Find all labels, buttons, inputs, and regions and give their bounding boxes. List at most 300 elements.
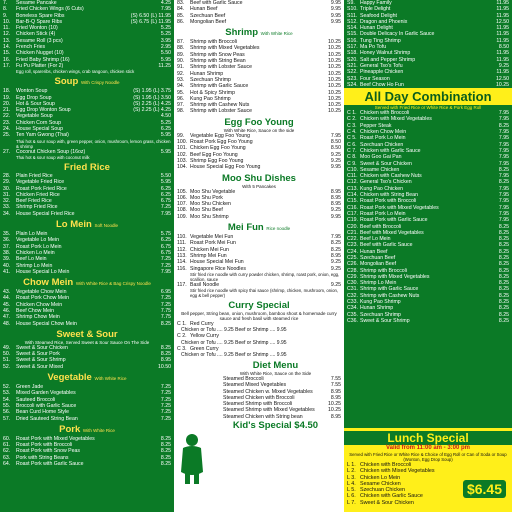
item-price: 5.25 (160, 119, 171, 126)
item-name: Chicken with Garlic Sauce (360, 493, 423, 500)
item-number: C 3. (347, 122, 357, 129)
item-number: 33. (3, 204, 11, 211)
item-number: C24. (347, 248, 358, 255)
item-price: 6.25 (160, 237, 171, 244)
item-name: Sweet & Sour Chicken (16, 344, 68, 351)
item-name: Dragon and Phoenix (360, 18, 408, 25)
item-number (210, 414, 223, 420)
section-title-fried-rice: Fried Rice (64, 161, 110, 173)
appetizer-list (0, 0, 174, 74)
menu-item (3, 461, 171, 467)
item-number: S22. (347, 69, 358, 76)
item-name: Fried Baby Shrimp (16) (16, 56, 70, 63)
item-number: C28. (347, 267, 358, 274)
item-name: Roast Pork with Garlic Sauce (16, 461, 84, 468)
item-number: S17. (347, 44, 358, 51)
item-number: 113. (177, 252, 187, 259)
item-number: C16. (347, 204, 358, 211)
item-price: 8.95 (330, 394, 341, 401)
item-number: L 4. (347, 480, 356, 487)
item-price: 8.25 (498, 254, 509, 261)
menu-item (177, 164, 341, 170)
item-name: Beef Lo Mein (360, 236, 391, 243)
item-name: Szechuan Shrimp (190, 76, 231, 83)
item-price: 10.25 (328, 89, 341, 96)
item-name: Tung Ting Shrimp (360, 37, 401, 44)
item-number: C30. (347, 280, 358, 287)
item-price: 10.25 (328, 76, 341, 83)
item-price: 8.25 (498, 317, 509, 324)
item-number: C 2. (347, 116, 357, 123)
item-price: 7.95 (498, 173, 509, 180)
item-name: Shrimp with String Bean (190, 58, 246, 65)
item-name: Chicken Mei Fun (190, 246, 229, 253)
item-name: Chicken Lo Mein (360, 474, 401, 481)
item-price: 8.25 (498, 286, 509, 293)
item-name: Hot & Sour Soup (16, 100, 55, 107)
item-price: 7.95 (498, 217, 509, 224)
item-name: Beef Chow Ho Fun (360, 81, 404, 88)
item-name: Chicken Chow Mein (16, 301, 63, 308)
item-price: 12.50 (496, 75, 509, 82)
item-name: Shrimp with Broccoli (360, 267, 407, 274)
item-price: 10.25 (328, 401, 341, 408)
item-number: 60. (3, 435, 11, 442)
item-number: C13. (347, 185, 358, 192)
item-number: 7. (3, 0, 8, 6)
item-number: S10. (347, 6, 358, 13)
item-number: 11. (3, 25, 10, 32)
item-price: 11.95 (496, 6, 509, 13)
item-number: C 9. (347, 160, 357, 167)
item-name: Mongolian Beef (360, 261, 397, 268)
item-price: 8.25 (160, 320, 171, 327)
item-number: 20. (3, 100, 11, 107)
item-number: L 6. (347, 493, 356, 500)
item-price: 7.95 (160, 6, 171, 13)
item-name: Chicken Lo Mein (16, 249, 55, 256)
item-price: 8.95 (330, 413, 341, 420)
item-name: Steamed Chicken with String bean (223, 413, 303, 420)
item-price: 11.25 (158, 62, 171, 69)
woman-silhouette-icon (177, 432, 207, 484)
item-number: 98. (177, 108, 185, 115)
item-number: 40. (3, 262, 11, 269)
item-number: C22. (347, 236, 358, 243)
item-price: 5.25 (160, 31, 171, 38)
item-price: 8.95 (330, 252, 341, 259)
item-name: Beef Lo Mein (16, 256, 47, 263)
item-price: 4.25 (160, 0, 171, 6)
moo-shu-section (174, 173, 344, 220)
item-number: C21. (347, 229, 358, 236)
item-price: 11.95 (496, 25, 509, 32)
item-number: 9. (3, 12, 8, 19)
item-name: House Special Chow Mein (16, 320, 77, 327)
menu-item (3, 211, 171, 217)
item-number: 56. (3, 409, 11, 416)
item-price: 10.25 (328, 108, 341, 115)
item-number: C29. (347, 273, 358, 280)
curry-price-options: Chicken or Tofu .... 9.25 Beef or Shrimp .... 9.95 (181, 351, 287, 358)
sweet-sour-section (0, 329, 174, 370)
item-number: 96. (177, 95, 185, 102)
item-number: 27. (3, 148, 11, 155)
item-number: 53. (3, 390, 11, 397)
item-price: 7.55 (330, 382, 341, 389)
item-name: Moo Shu Vegetable (190, 188, 236, 195)
item-number: C 3. (177, 345, 187, 352)
item-name: Steamed Mixed Vegetables (223, 382, 287, 389)
menu-item (3, 269, 171, 275)
item-name: Sauteed Broccoli (16, 396, 56, 403)
item-price: 6.75 (160, 198, 171, 205)
item-name: Roast Pork with Garlic Sauce (360, 217, 428, 224)
item-price: 10.25 (496, 81, 509, 88)
platter-note: Egg roll, spareribs, chicken wings, crab rangoon, chicken stick (16, 69, 135, 75)
item-number: C 7. (347, 147, 357, 154)
item-name: Shrimp Fried Rice (16, 204, 58, 211)
item-name: General Tso's Tofu (360, 62, 403, 69)
item-number: C25. (347, 254, 358, 261)
menu-item (344, 500, 512, 506)
left-column (0, 0, 174, 512)
curry-section (174, 300, 344, 358)
item-price: 5.50 (160, 172, 171, 179)
item-number: 52. (3, 363, 11, 370)
item-name: Hunan Shrimp (360, 305, 394, 312)
item-price: 8.25 (498, 267, 509, 274)
menu-item (3, 416, 171, 422)
item-price: 7.55 (330, 375, 341, 382)
item-name: Roast Pork with Snow Peas (16, 448, 81, 455)
item-name: House Special Mei Fun (190, 259, 244, 266)
item-number: 37. (3, 243, 11, 250)
soup-note-2: Thai hot & sour soup with coconut milk (16, 154, 90, 160)
item-number: C 6. (347, 141, 357, 148)
item-number: L 7. (347, 499, 356, 506)
item-price: 8.95 (330, 194, 341, 201)
item-number: 47. (3, 314, 11, 321)
item-price: 8.25 (498, 305, 509, 312)
item-name: Egg Drop Wonton Soup (16, 107, 71, 114)
item-name: Vegetable Chow Mein (16, 289, 67, 296)
item-price: 10.25 (328, 45, 341, 52)
item-number: 114. (177, 259, 187, 266)
item-number: 57. (3, 415, 11, 422)
item-name: Sesame Roll (3 pcs) (16, 37, 63, 44)
item-name: Sesame Chicken (360, 166, 400, 173)
all-day-subtitle: Served with Fried Rice or White Rice & Pork Egg Roll (374, 105, 482, 111)
item-name: Basil Noodle (190, 281, 220, 288)
item-number: C35. (347, 311, 358, 318)
item-name: Kung Pao Shrimp (360, 299, 401, 306)
section-subtitle: With White Rice, Sauce on the Side (239, 370, 312, 376)
curry-price-options: Chicken or Tofu .... 9.25 Beef or Shrimp .... 9.95 (181, 339, 287, 346)
item-price: 7.25 (160, 384, 171, 391)
item-name: Mixed Garden Vegetables (16, 390, 76, 397)
item-price: 8.25 (498, 236, 509, 243)
item-number: 34. (3, 210, 11, 217)
item-number: C 8. (347, 154, 357, 161)
menu-item (177, 214, 341, 220)
item-price: 10.25 (328, 58, 341, 65)
item-number: 49. (3, 344, 11, 351)
item-number: 50. (3, 351, 11, 358)
item-price: 7.95 (498, 141, 509, 148)
item-name: Shrimp Mei Fun (190, 252, 227, 259)
section-subtitle: With 5 Pancakes (242, 183, 276, 189)
item-price: 7.25 (160, 295, 171, 302)
item-price: 12.50 (496, 18, 509, 25)
section-title-mei-fun: Mei Fun Rice noodle (227, 222, 291, 234)
item-number: S14. (347, 25, 358, 32)
item-name: Chicken Corn Soup (16, 119, 61, 126)
item-number: 13. (3, 37, 11, 44)
item-price: 4.50 (160, 113, 171, 120)
item-number: L 3. (347, 474, 356, 481)
item-number: S24. (347, 81, 358, 88)
item-name: French Fries (16, 44, 46, 51)
beef-list (174, 0, 344, 25)
item-name: Bar-B-Q Spare Ribs (16, 18, 63, 25)
item-price: 8.25 (160, 442, 171, 449)
item-price: 8.50 (498, 44, 509, 51)
item-price: 10.25 (328, 83, 341, 90)
item-price: 7.25 (160, 390, 171, 397)
item-price: 7.95 (498, 116, 509, 123)
item-number: 61. (3, 442, 11, 449)
item-price: 8.95 (330, 188, 341, 195)
item-name: Shrimp with Broccoli (190, 39, 237, 46)
item-number: C31. (347, 286, 358, 293)
item-name: Steamed Broccoli (223, 375, 264, 382)
item-number: 22. (3, 113, 11, 120)
item-number: C 1. (347, 110, 357, 117)
item-price: (S) 1.95 (L) 3.50 (133, 94, 171, 101)
item-name: Chicken with Broccoli (360, 110, 410, 117)
item-name: Chicken Egg Foo Young (190, 145, 246, 152)
item-name: Shrimp with Mixed Vegetables (190, 45, 260, 52)
item-price: 5.50 (160, 50, 171, 57)
item-name: Beef with Garlic Sauce (360, 242, 413, 249)
item-number: C17. (347, 210, 358, 217)
item-name: Kung Pao Chicken (360, 185, 403, 192)
item-number: 12. (3, 31, 11, 38)
item-number: 104. (177, 164, 188, 171)
item-number: 117. (177, 281, 187, 288)
item-number: 112. (177, 246, 187, 253)
item-number: 25. (3, 132, 11, 139)
item-name: Moo Shu Chicken (190, 201, 231, 208)
item-number: 105. (177, 188, 188, 195)
section-title-soup: Soup With Crispy Noodle (54, 76, 120, 88)
item-name: Roast Pork with Broccoli (16, 442, 73, 449)
item-price: 2.95 (160, 44, 171, 51)
item-name: Chicken with Garlic Sauce (360, 147, 421, 154)
item-name: Sweet & Sour Chicken (360, 499, 414, 506)
item-price: 11.95 (496, 56, 509, 63)
item-number: 64. (3, 461, 11, 468)
item-name: Hunan Beef (190, 6, 218, 13)
item-number: C32. (347, 292, 358, 299)
item-number: 87. (177, 39, 185, 46)
item-number: S21. (347, 62, 358, 69)
item-number: L 2. (347, 468, 356, 475)
item-price: 8.95 (330, 388, 341, 395)
item-price: 10.25 (328, 102, 341, 109)
item-name: Hunan Beef (360, 248, 388, 255)
item-price: 11.95 (496, 31, 509, 38)
item-price: 7.95 (498, 147, 509, 154)
item-name: Boneless Spare Ribs (16, 12, 65, 19)
item-number: 51. (3, 357, 11, 364)
item-name: Sweet & Sour Chicken (360, 160, 412, 167)
item-name: Roast Pork with Mixed Vegetables (16, 435, 95, 442)
item-name: Happy Family (360, 0, 392, 6)
item-name: Pineapple Chicken (360, 69, 404, 76)
item-number: L 1. (347, 462, 356, 468)
item-name: Broccoli with Garlic Sauce (16, 402, 77, 409)
item-name: Roast Pork Fried Rice (16, 185, 67, 192)
item-price: 7.95 (498, 185, 509, 192)
item-name: Shrimp Lo Mein (16, 262, 53, 269)
item-price: 7.25 (160, 409, 171, 416)
menu-item (3, 149, 171, 155)
lunch-price-badge: $6.45 (463, 480, 506, 498)
item-name: Shrimp with Garlic Sauce (360, 286, 419, 293)
item-name: Szechuan Beef (190, 12, 226, 19)
item-name: Shrimp with Lobster Sauce (190, 108, 252, 115)
item-price: 8.25 (498, 229, 509, 236)
item-name: Roast Pork Lo Mein (360, 210, 406, 217)
item-number: 30. (3, 185, 11, 192)
item-name: Vegetable Mei Fun (190, 234, 234, 241)
item-number: 83. (177, 0, 185, 6)
item-name: Szechuan Shrimp (360, 311, 401, 318)
item-price: 11.95 (496, 50, 509, 57)
item-name: Shrimp with Cashew Nuts (190, 102, 250, 109)
vegetable-section (0, 372, 174, 422)
item-name: Triple Delight (360, 6, 391, 13)
item-number: 44. (3, 295, 11, 302)
item-number: 111. (177, 240, 187, 247)
item-price: 9.95 (330, 164, 341, 171)
item-name: Hunan Delight (360, 25, 393, 32)
item-price: 8.25 (498, 248, 509, 255)
item-number: 86. (177, 18, 185, 25)
section-subtitle: With Steamed Rice, Served Sweet & Sour Sauce On The Side (24, 339, 150, 345)
item-number: 100. (177, 139, 188, 146)
item-name: Coconut Chicken Soup (16oz) (16, 148, 86, 155)
item-price: 8.95 (160, 357, 171, 364)
fried-rice-section (0, 162, 174, 217)
item-name: Salt and Pepper Shrimp (360, 56, 416, 63)
item-price: 9.25 (330, 207, 341, 214)
item-number: 103. (177, 157, 188, 164)
item-price: 8.25 (498, 311, 509, 318)
item-price: 9.95 (330, 6, 341, 13)
item-price: 9.95 (330, 18, 341, 25)
item-number: 116. (177, 265, 187, 272)
item-name: Double Delicacy In Garlic Sauce (360, 31, 435, 38)
item-number: 54. (3, 396, 11, 403)
item-name: Chicken with Mixed Vegetables (360, 116, 432, 123)
item-price: (S) 6.50 (L) 11.95 (130, 12, 171, 19)
combo-list (344, 110, 512, 324)
item-price: 11.95 (496, 69, 509, 76)
section-title-sweet-sour: Sweet & Sour (56, 328, 118, 340)
item-name: Beef Chow Mein (16, 307, 55, 314)
item-number: C10. (347, 166, 358, 173)
lunch-valid-time: Valid from 11:00 am - 3:00 pm (385, 445, 471, 451)
item-number: 31. (3, 191, 11, 198)
item-name: Vegetable Soup (16, 113, 53, 120)
item-price: 9.25 (330, 259, 341, 266)
menu-item (347, 318, 509, 324)
item-price: 5.95 (160, 56, 171, 63)
item-name: Moo Shu Beef (190, 207, 223, 214)
item-name: Beef with Garlic Sauce (190, 0, 243, 6)
item-price: 10.25 (328, 407, 341, 414)
item-number: 52. (3, 384, 11, 391)
item-name: House Special Soup (16, 126, 64, 133)
item-price: 7.25 (160, 204, 171, 211)
menu-item (177, 266, 341, 272)
section-title-moo-shu: Moo Shu Dishes (222, 172, 296, 184)
item-name: Vegetable Fried Rice (16, 179, 65, 186)
item-name: Sweet & Sour Shrimp (16, 357, 66, 364)
item-name: Shrimp Lo Mein (360, 280, 397, 287)
section-title-vegetable: Vegetable With White Rice (47, 372, 127, 384)
item-name: Chicken with Mixed Vegetables (360, 468, 435, 475)
section-title-shrimp: Shrimp With White Rice (225, 27, 293, 39)
item-number: 95. (177, 89, 185, 96)
item-number: C33. (347, 299, 358, 306)
item-name: Moo Goo Gai Pan (360, 154, 402, 161)
item-price: 6.75 (160, 243, 171, 250)
item-price: 6.25 (160, 185, 171, 192)
item-name: Red Curry (190, 321, 214, 328)
item-name: Plain Lo Mein (16, 231, 48, 238)
item-price: 8.25 (160, 448, 171, 455)
item-name: Hot & Spicy Shrimp (190, 89, 235, 96)
item-price: 8.25 (498, 299, 509, 306)
item-number: 28. (3, 172, 11, 179)
item-price: 9.95 (330, 12, 341, 19)
soup-note: Thai hot & sour soup with, green pepper, onion, mushroom, lemon grass, chicken & shrimp (16, 138, 171, 149)
chow-mein-section (0, 277, 174, 327)
item-number: 21. (3, 107, 11, 114)
item-name: Vegetable Egg Foo Young (190, 132, 250, 139)
item-price: 10.50 (158, 363, 171, 370)
item-number: 32. (3, 198, 11, 205)
item-number: 84. (177, 6, 185, 13)
item-number: 45. (3, 301, 11, 308)
item-name: Shrimp with Cashew Nuts (360, 292, 420, 299)
item-price: 11.95 (496, 12, 509, 19)
item-name: Shrimp with Mixed Vegetables (360, 273, 430, 280)
item-number: 10. (3, 18, 11, 25)
item-number: C36. (347, 317, 358, 324)
item-name: Sweet & Sour Shrimp (360, 317, 410, 324)
item-name: Dried Sauteed String Bean (16, 415, 78, 422)
mei-fun-section (174, 222, 344, 298)
item-price: 8.25 (498, 223, 509, 230)
item-number: S11. (347, 12, 358, 19)
item-name: Singapore Rice Noodles (190, 265, 246, 272)
item-price: 10.25 (328, 51, 341, 58)
